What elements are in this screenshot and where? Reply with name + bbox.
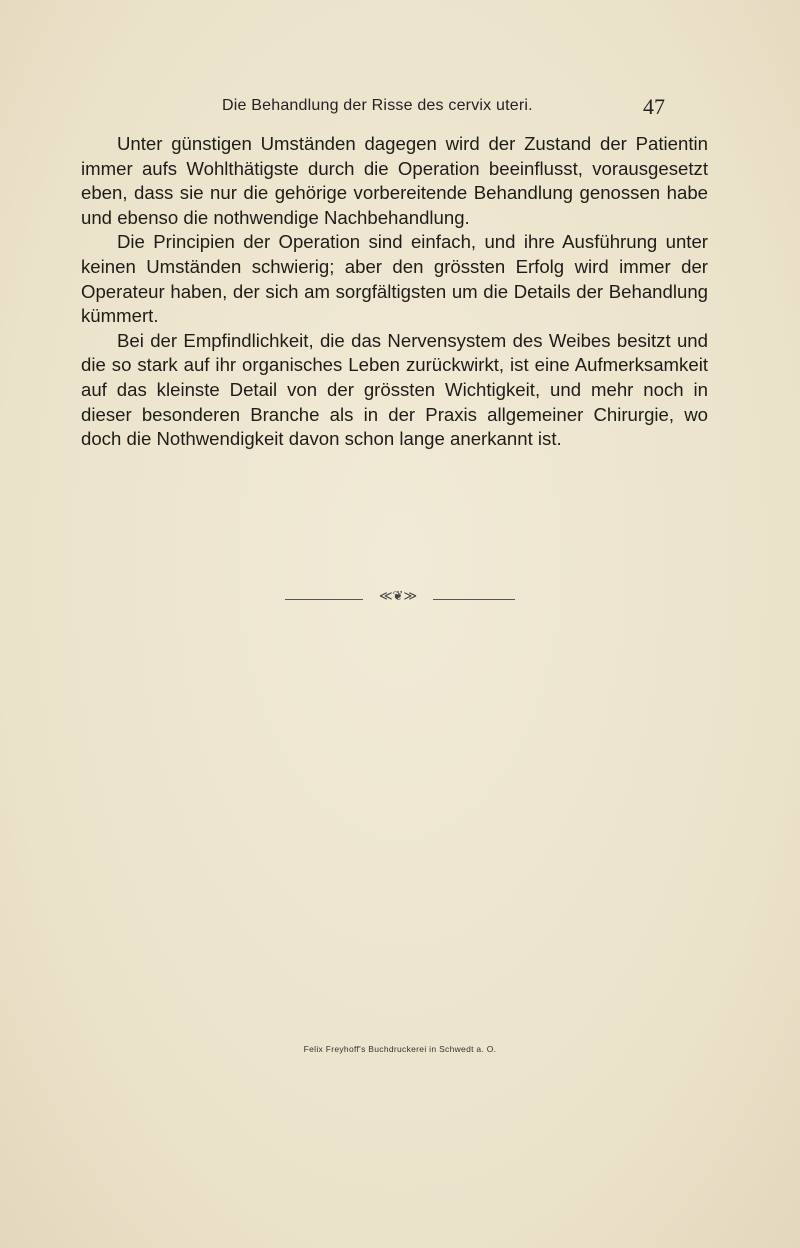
fleuron-icon: ≪❦≫ [378,589,418,604]
running-title: Die Behandlung der Risse des cervix uteri. [222,97,533,114]
body-text [81,132,708,452]
paragraph-3: Bei der Empfindlichkeit, die das Nervensystem des Weibes besitzt und die so stark auf ihr organisches Leben zurückwirkt, ist eine Aufmerksamkeit auf das kleinste Detail von der grössten Wichtigkeit, und mehr noch in dieser besonderen Branche als in der Praxis allgemeiner Chirurgie, wo doch die Nothwendigkeit davon schon lange anerkannt ist. [81,329,708,450]
paragraph-2: Die Principien der Operation sind einfach, und ihre Ausführung unter keinen Umständen schwierig; aber den grössten Erfolg wird immer der Operateur haben, der sich am sorgfältigsten um die Details der Behandlung kümmert. [81,231,708,327]
running-head [0,94,800,121]
page-number: 47 [643,94,665,119]
printer-imprint: Felix Freyhoff's Buchdruckerei in Schwedt a. O. [303,1044,497,1054]
ornament-rule-right [433,599,515,600]
ornament-rule-left [285,599,363,600]
paragraph-1: Unter günstigen Umständen dagegen wird der Zustand der Patientin immer aufs Wohlthätigste durch die Operation beeinflusst, vorausgesetzt eben, dass sie nur die gehörige vorbereitende Behandlung genossen habe und ebenso die nothwendige Nachbehandlung. [81,133,708,228]
section-end-ornament [285,591,515,607]
